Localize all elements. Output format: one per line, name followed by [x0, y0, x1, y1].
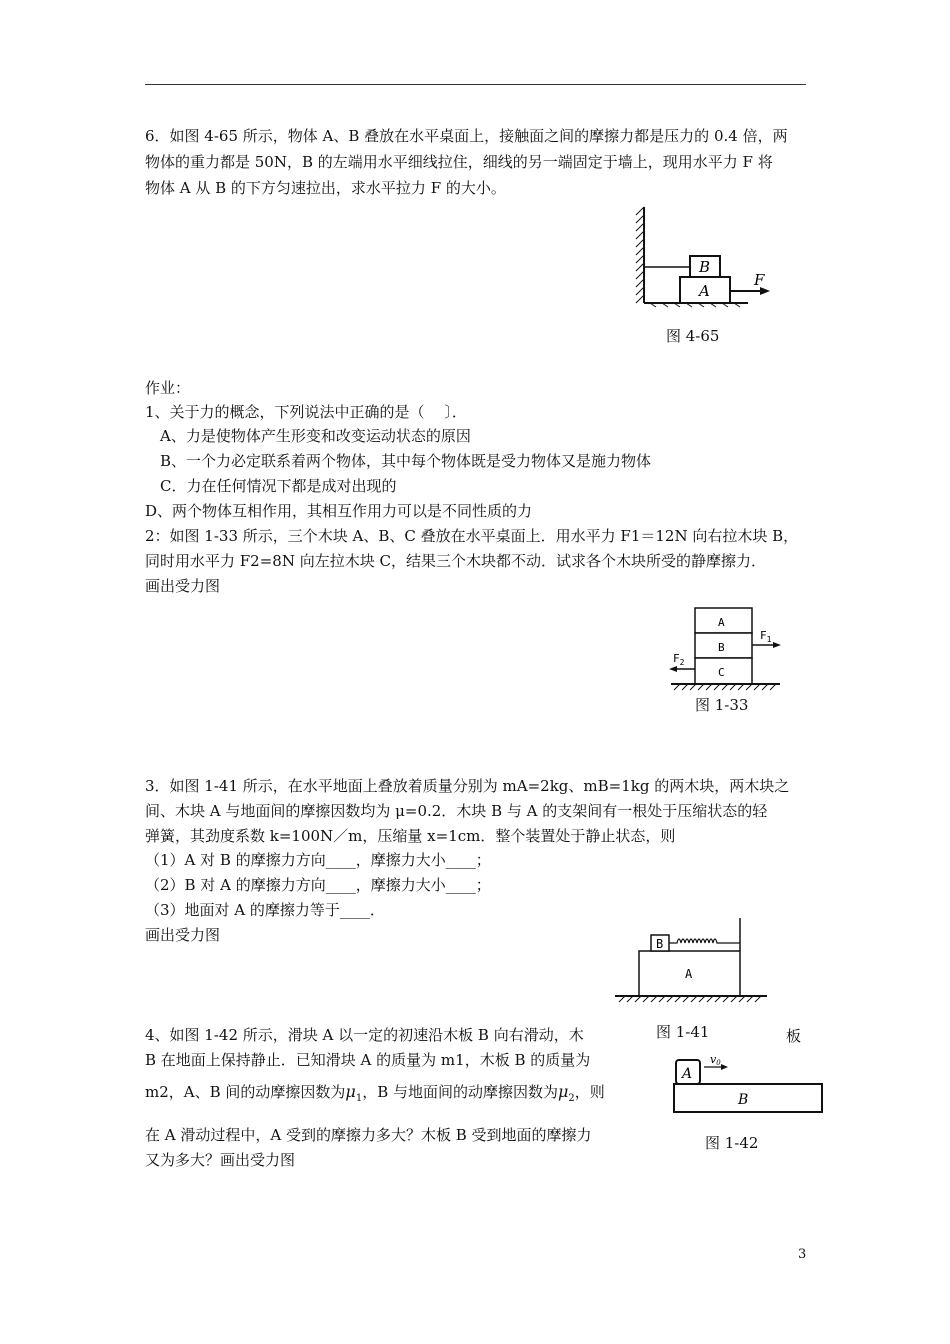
q1-option-c: C．力在任何情况下都是成对出现的	[160, 477, 397, 495]
q4-line-5: 又为多大？画出受力图	[145, 1151, 296, 1169]
q1-option-b: B、一个力必定联系着两个物体，其中每个物体既是受力物体又是施力物体	[160, 452, 652, 470]
q2-line-1: 2：如图 1-33 所示，三个木块 A、B、C 叠放在水平桌面上．用水平力 F1＝12N 向右拉木块 B，	[145, 527, 799, 545]
label-b: B	[718, 641, 725, 654]
figure-1-42	[670, 1052, 830, 1116]
q1-stem: 1、关于力的概念，下列说法中正确的是（ 〕．	[145, 403, 467, 421]
q6-line-2: 物体的重力都是 50N，B 的左端用水平细线拉住，细线的另一端固定于墙上，现用水平力 F 将	[145, 153, 773, 171]
q2-line-2: 同时用水平力 F2=8N 向左拉木块 C，结果三个木块都不动．试求各个木块所受的静摩擦力．	[145, 552, 766, 570]
q4-line-3	[145, 1082, 605, 1109]
mu1-symbol: $\mu_1$	[345, 1082, 363, 1105]
label-c: C	[718, 666, 725, 679]
q1-option-a: A、力是使物体产生形变和改变运动状态的原因	[160, 427, 471, 445]
label-f2: $F_2$	[673, 652, 685, 667]
caption-1-41: 图 1-41	[656, 1023, 710, 1041]
caption-1-42: 图 1-42	[705, 1134, 759, 1152]
q4-line-3-pre: m2，A、B 间的动摩擦因数为	[145, 1083, 346, 1101]
figure-4-65	[636, 203, 776, 308]
header-rule	[145, 84, 806, 85]
q3-line-4: （1）A 对 B 的摩擦力方向____，摩擦力大小____；	[145, 851, 491, 869]
label-v0: v0	[710, 1053, 721, 1067]
mu2-symbol: $\mu_2$	[557, 1082, 575, 1105]
q3-line-2: 间、木块 A 与地面间的摩擦因数均为 μ=0.2．木块 B 与 A 的支架间有一根处于压缩状态的轻	[145, 802, 768, 820]
spring	[669, 939, 740, 943]
homework-heading: 作业：	[145, 379, 191, 397]
page-number: 3	[798, 1247, 807, 1262]
label-a: A	[699, 282, 710, 300]
label-a: A	[685, 967, 693, 981]
q4-line-3-post: ，则	[574, 1083, 605, 1101]
figure-1-41	[613, 914, 769, 1004]
label-b: B	[656, 937, 664, 951]
q1-option-d: D、两个物体互相作用，其相互作用力可以是不同性质的力	[145, 502, 533, 520]
q2-line-3: 画出受力图	[145, 577, 221, 595]
figure-1-33	[668, 604, 784, 694]
label-f1: $F_1$	[760, 629, 772, 644]
label-a: A	[718, 616, 725, 629]
label-f: F	[754, 271, 765, 289]
caption-1-33: 图 1-33	[695, 696, 749, 714]
q4-line-1: 4、如图 1-42 所示，滑块 A 以一定的初速沿木板 B 向右滑动，木	[145, 1026, 584, 1044]
q4-line-3-mid: ，B 与地面间的动摩擦因数为	[362, 1083, 558, 1101]
q3-line-6: （3）地面对 A 的摩擦力等于____．	[145, 901, 385, 919]
q3-line-7: 画出受力图	[145, 926, 221, 944]
label-b: B	[738, 1092, 749, 1108]
q6-line-3: 物体 A 从 B 的下方匀速拉出，求水平拉力 F 的大小。	[145, 179, 506, 197]
caption-4-65: 图 4-65	[666, 327, 720, 345]
q6-line-1: 6．如图 4-65 所示，物体 A、B 叠放在水平桌面上，接触面之间的摩擦力都是压力的 0.4 倍，两	[145, 127, 788, 145]
q4-line-2: B 在地面上保持静止．已知滑块 A 的质量为 m1，木板 B 的质量为	[145, 1051, 591, 1069]
q3-line-5: （2）B 对 A 的摩擦力方向____，摩擦力大小____；	[145, 876, 491, 894]
q3-line-3: 弹簧，其劲度系数 k=100N／m，压缩量 x=1cm．整个装置处于静止状态，则	[145, 827, 676, 845]
q4-line-4: 在 A 滑动过程中，A 受到的摩擦力多大？木板 B 受到地面的摩擦力	[145, 1126, 592, 1144]
q3-line-1: 3．如图 1-41 所示，在水平地面上叠放着质量分别为 mA=2kg、mB=1kg 的两木块，两木块之	[145, 777, 790, 795]
q4-line-1-end: 板	[786, 1027, 802, 1045]
label-b: B	[699, 258, 711, 276]
label-a: A	[682, 1066, 693, 1082]
